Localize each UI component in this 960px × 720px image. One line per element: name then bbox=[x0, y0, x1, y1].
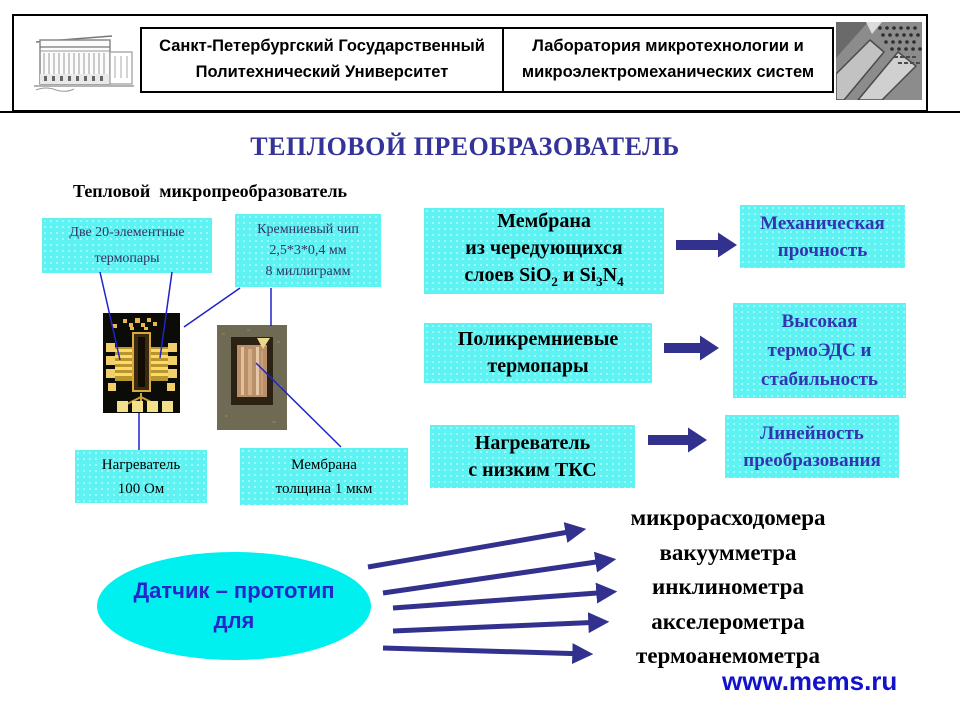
lab-line-1: Лаборатория микротехнологии и bbox=[532, 37, 804, 56]
label-line: Две 20-элементные bbox=[69, 224, 185, 240]
arrow-to-vacuum-gauge bbox=[383, 560, 610, 593]
label-line: преобразования bbox=[743, 449, 881, 471]
application-item: акселерометра bbox=[651, 608, 805, 634]
arrow-thermo-emf bbox=[664, 336, 719, 361]
label-line: термоЭДС и bbox=[767, 340, 872, 361]
application-item: термоанемометра bbox=[636, 643, 820, 668]
label-line: Механическая bbox=[760, 212, 885, 234]
box-polysilicon-thermocouples bbox=[424, 323, 652, 383]
label-line: Нагреватель bbox=[101, 456, 181, 473]
university-line-2: Политехнический Университет bbox=[195, 63, 449, 81]
label-line: Нагреватель bbox=[474, 431, 591, 454]
box-high-emf-stability bbox=[733, 303, 906, 398]
label-line: Поликремниевые bbox=[457, 328, 619, 350]
label-line: 2,5*3*0,4 мм bbox=[269, 243, 347, 258]
formula-sub: 4 bbox=[617, 273, 624, 289]
application-item: вакуумметра bbox=[659, 539, 797, 565]
label-line: Высокая bbox=[781, 311, 858, 332]
prototype-ellipse bbox=[97, 552, 371, 660]
university-title-box bbox=[140, 27, 504, 93]
chip-heater-gap bbox=[138, 337, 145, 387]
lab-line-2: микроэлектромеханических систем bbox=[521, 63, 815, 81]
label-line: 8 миллиграмм bbox=[265, 264, 351, 279]
label-line: Мембрана bbox=[497, 209, 591, 232]
arrow-membrane-strength bbox=[676, 233, 737, 258]
label-line: термопары bbox=[94, 250, 160, 266]
prototype-line-2: для bbox=[213, 608, 255, 633]
arrow-to-inclinometer bbox=[393, 592, 611, 608]
box-linearity bbox=[725, 415, 899, 478]
label-line: Линейность bbox=[760, 422, 864, 444]
arrow-heater-linearity bbox=[648, 428, 707, 453]
university-line-1: Санкт-Петербургский Государственный bbox=[159, 37, 485, 56]
formula-text: N bbox=[602, 263, 618, 286]
label-line: прочность bbox=[777, 239, 868, 261]
label-line: 100 Ом bbox=[117, 480, 165, 497]
label-line: толщина 1 мкм bbox=[275, 480, 373, 497]
box-membrane-thickness bbox=[240, 448, 408, 505]
label-line-formula bbox=[464, 262, 623, 295]
box-thermocouples bbox=[42, 218, 212, 273]
website-url: www.mems.ru bbox=[722, 666, 898, 696]
box-mechanical-strength bbox=[740, 205, 905, 268]
label-line: Кремниевый чип bbox=[257, 222, 359, 237]
university-building-image bbox=[32, 26, 136, 98]
box-membrane-layers bbox=[424, 208, 664, 294]
building-base-band bbox=[40, 74, 110, 84]
label-line: с низким ТКС bbox=[468, 458, 597, 481]
formula-sub: 2 bbox=[551, 273, 558, 289]
label-line: из чередующихся bbox=[465, 236, 623, 259]
membrane-chip-micrograph bbox=[217, 325, 287, 430]
formula-text: и Si bbox=[557, 263, 597, 286]
subsection-title: Тепловой микропреобразователь bbox=[73, 181, 348, 201]
prototype-fan-arrows bbox=[368, 530, 611, 654]
arrow-to-accelerometer bbox=[393, 622, 603, 631]
arrow-to-flowmeter bbox=[368, 530, 580, 567]
formula-text: слоев SiO bbox=[464, 263, 552, 286]
box-heater-100ohm bbox=[75, 450, 207, 503]
label-line: Мембрана bbox=[291, 456, 357, 473]
box-heater-low-tcr bbox=[430, 425, 635, 488]
box-silicon-chip bbox=[235, 214, 381, 287]
label-line: стабильность bbox=[761, 369, 878, 390]
prototype-line-1: Датчик – прототип bbox=[133, 578, 335, 603]
lab-title-box bbox=[502, 27, 834, 93]
page-title: ТЕПЛОВОЙ ПРЕОБРАЗОВАТЕЛЬ bbox=[250, 132, 680, 161]
thermal-chip-micrograph bbox=[103, 313, 180, 413]
header-chip-photo bbox=[836, 22, 922, 100]
applications-list bbox=[598, 501, 858, 674]
formula-sub: 3 bbox=[596, 273, 603, 289]
arrow-to-anemometer bbox=[383, 648, 587, 654]
header-divider bbox=[0, 111, 960, 113]
label-line: термопары bbox=[487, 355, 589, 377]
application-item: микрорасходомера bbox=[630, 505, 826, 530]
connector-chipbox-leftchip bbox=[184, 288, 240, 327]
application-item: инклинометра bbox=[652, 574, 804, 599]
